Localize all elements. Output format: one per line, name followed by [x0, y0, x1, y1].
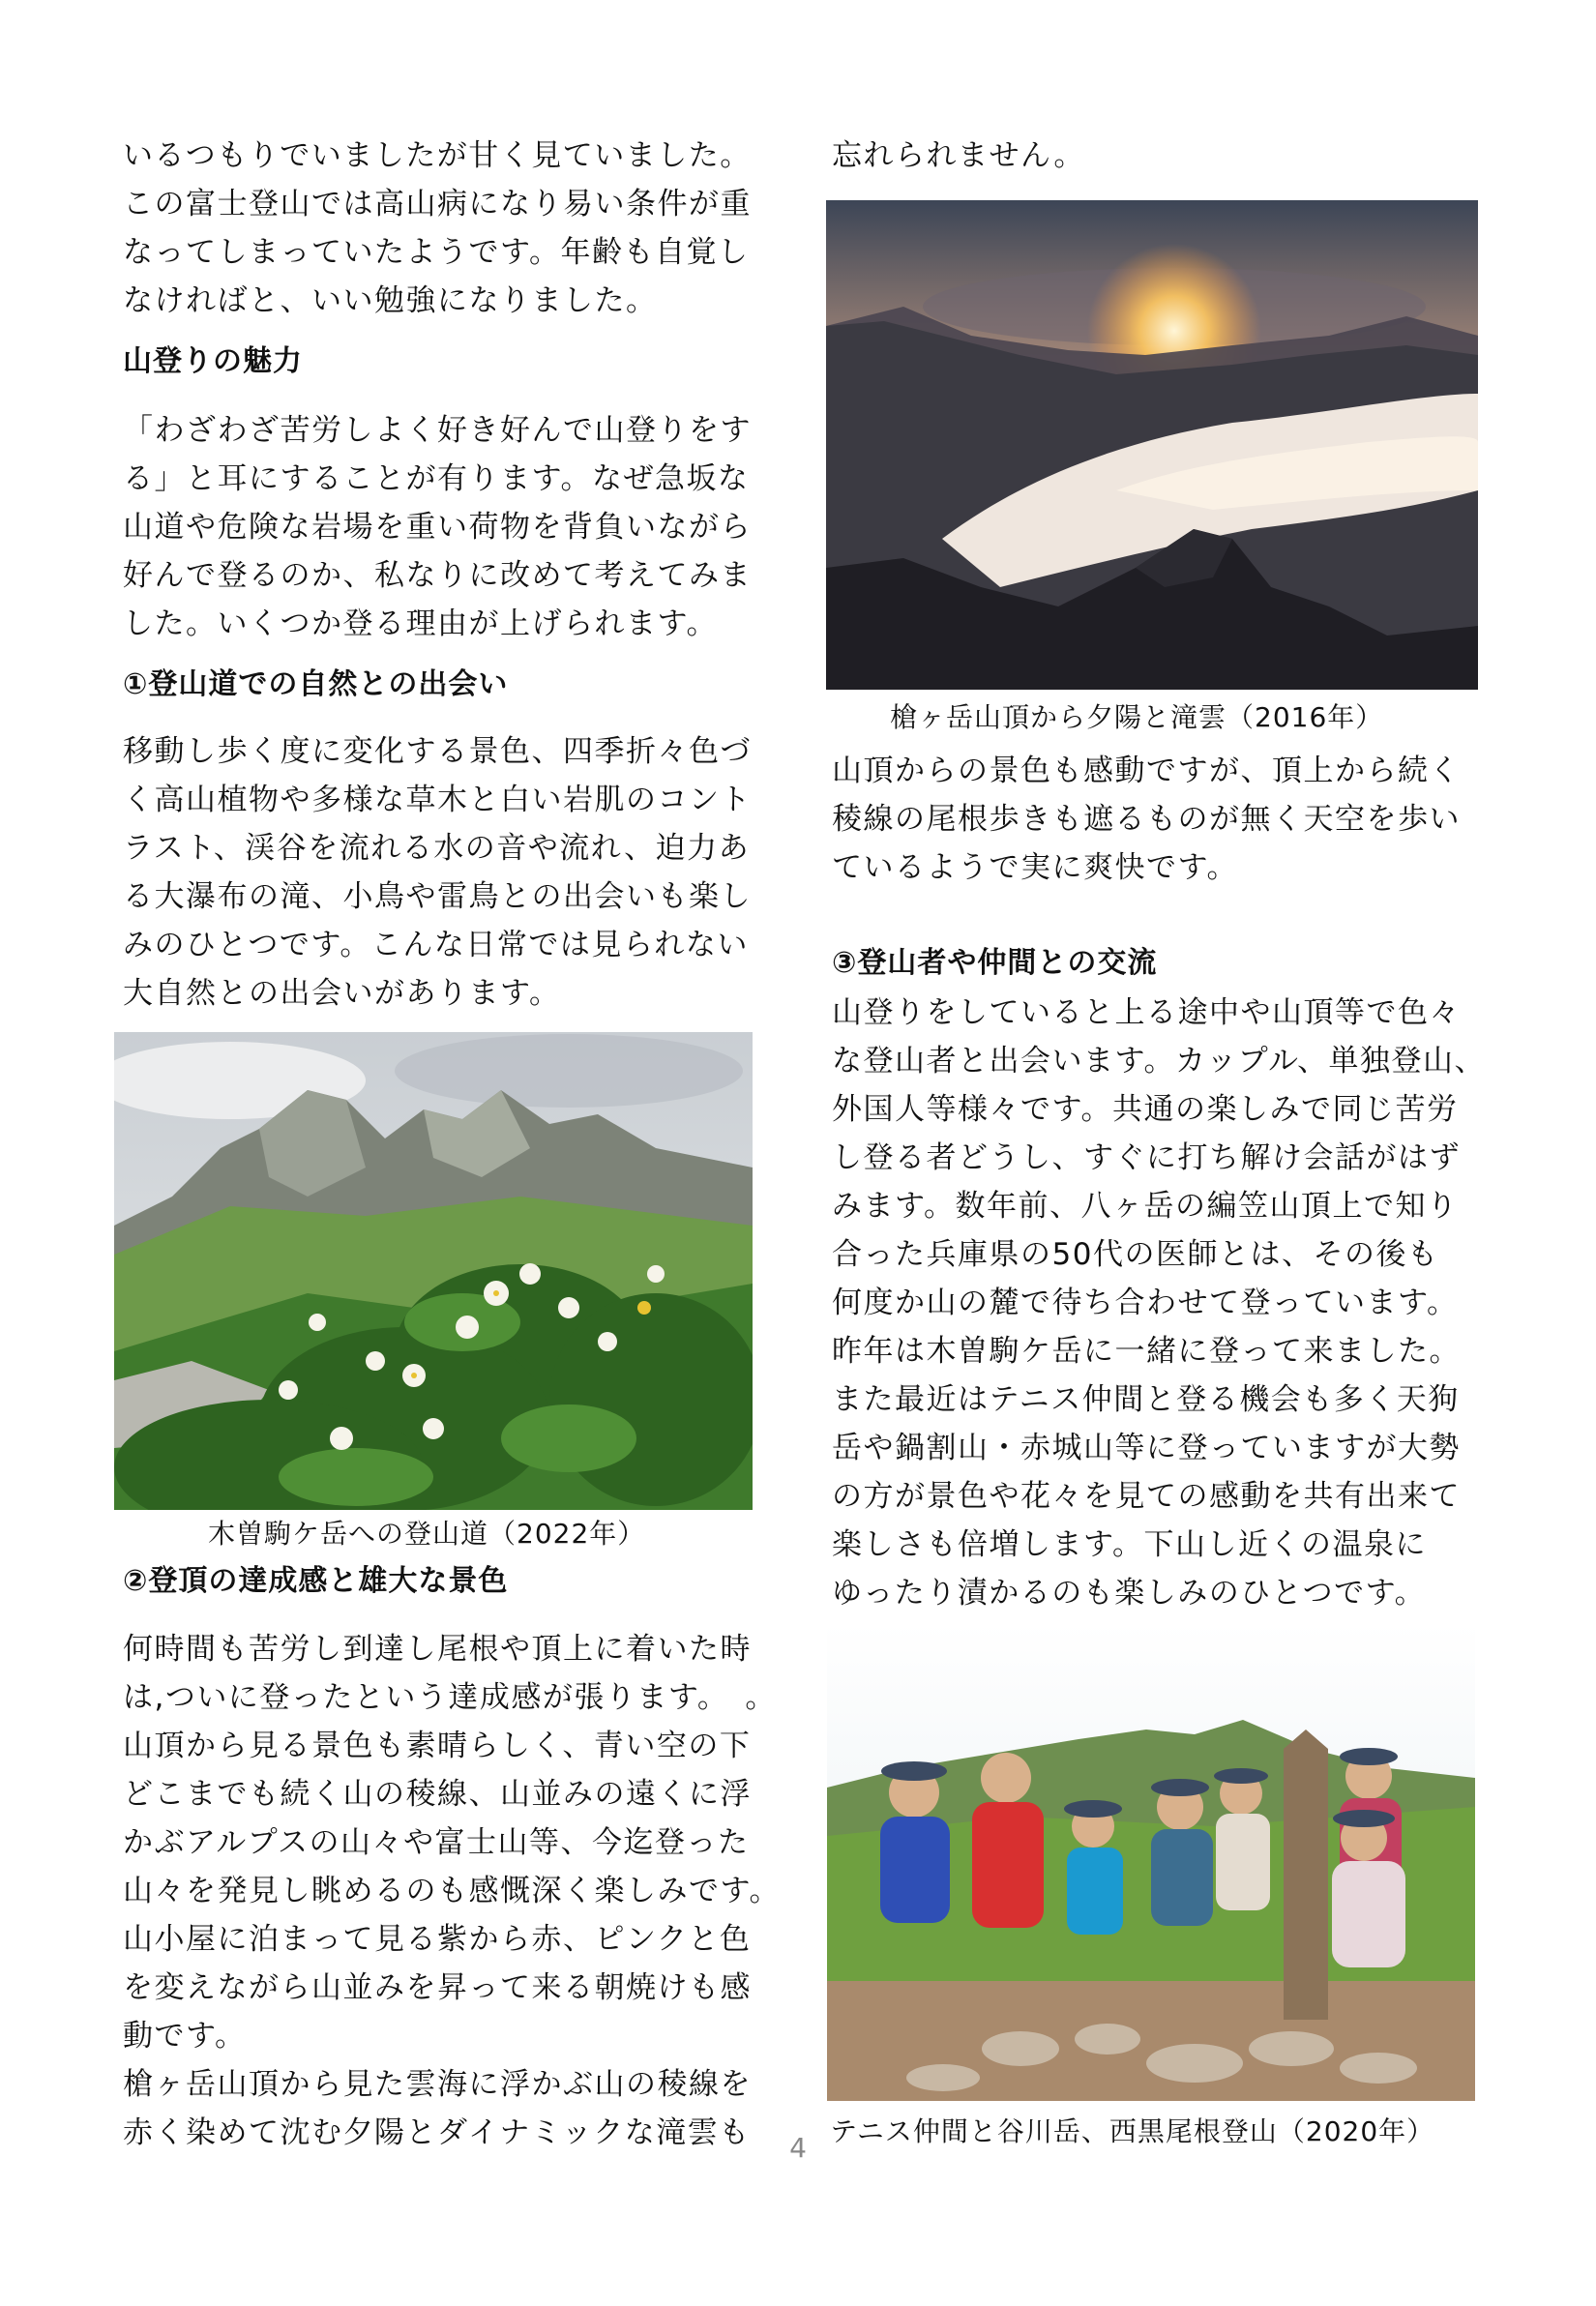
text-line: なければと、いい勉強になりました。: [123, 283, 658, 318]
heading-section-2: ②登頂の達成感と雄大な景色: [123, 1564, 509, 1598]
text-line: みます。数年前、八ヶ岳の編笠山頂上で知り: [832, 1189, 1459, 1224]
heading-section-3: ③登山者や仲間との交流: [832, 946, 1158, 980]
text-line: 山道や危険な岩場を重い荷物を背負いながら: [123, 510, 752, 545]
text-line: 好んで登るのか、私なりに改めて考えてみま: [123, 558, 752, 593]
text-line: 山頂から見る景色も素晴らしく、青い空の下: [123, 1729, 752, 1763]
photo-kisokoma-trail: [114, 1032, 753, 1510]
text-line: 何時間も苦労し到達し尾根や頂上に着いた時: [123, 1632, 752, 1667]
photo-tanigawa-group: [827, 1623, 1475, 2101]
text-line: 槍ヶ岳山頂から見た雲海に浮かぶ山の稜線を: [123, 2067, 752, 2102]
continued-line: 忘れられません。: [832, 138, 1085, 173]
text-line: 山登りをしていると上る途中や山頂等で色々: [832, 995, 1461, 1030]
text-line: 昨年は木曽駒ケ岳に一緒に登って来ました。: [832, 1334, 1461, 1369]
text-line: 稜線の尾根歩きも遮るものが無く天空を歩い: [832, 802, 1461, 837]
text-line: この富士登山では高山病になり易い条件が重: [123, 187, 752, 222]
photo1-caption: 木曽駒ケ岳への登山道（2022年）: [208, 1518, 646, 1550]
text-line: 山頂からの景色も感動ですが、頂上から続く: [832, 754, 1461, 788]
text-line: 外国人等様々です。共通の楽しみで同じ苦労: [832, 1092, 1459, 1127]
text-line: く高山植物や多様な草木と白い岩肌のコント: [123, 783, 752, 817]
text-line: 何度か山の麓で待ち合わせて登っています。: [832, 1286, 1459, 1320]
text-line: 動です。: [123, 2019, 247, 2054]
text-line: どこまでも続く山の稜線、山並みの遠くに浮: [123, 1777, 752, 1812]
heading-section-1: ①登山道での自然との出会い: [123, 667, 509, 701]
heading-miryoku: 山登りの魅力: [123, 344, 303, 378]
text-line: 山々を発見し眺めるのも感慨深く楽しみです。: [123, 1874, 782, 1908]
text-line: かぶアルプスの山々や富士山等、今迄登った: [123, 1825, 750, 1860]
text-line: 大自然との出会いがあります。: [123, 976, 561, 1011]
text-line: の方が景色や花々を見ての感動を共有出来て: [832, 1479, 1461, 1514]
text-line: ラスト、渓谷を流れる水の音や流れ、迫力あ: [123, 831, 751, 866]
text-line: 岳や鍋割山・赤城山等に登っていますが大勢: [832, 1431, 1461, 1465]
text-line: いるつもりでいましたが甘く見ていました。: [123, 138, 752, 173]
text-line: を変えながら山並みを昇って来る朝焼けも感: [123, 1970, 752, 2005]
text-line: る」と耳にすることが有ります。なぜ急坂な: [123, 461, 750, 496]
text-line: 「わざわざ苦労しよく好き好んで山登りをす: [123, 413, 752, 448]
text-line: 山小屋に泊まって見る紫から赤、ピンクと色: [123, 1922, 752, 1957]
text-line: 赤く染めて沈む夕陽とダイナミックな滝雲も: [123, 2115, 751, 2150]
text-line: ているようで実に爽快です。: [832, 850, 1239, 885]
text-line: みのひとつです。こんな日常では見られない: [123, 928, 749, 962]
page-number: 4: [789, 2132, 807, 2164]
photo-yarigatake-sunset: [826, 200, 1478, 690]
text-line: し登る者どうし、すぐに打ち解け会話がはず: [832, 1140, 1461, 1175]
text-line: な登山者と出会います。カップル、単独登山、: [832, 1044, 1486, 1079]
text-line: 楽しさも倍増します。下山し近くの温泉に: [832, 1527, 1428, 1562]
text-line: また最近はテニス仲間と登る機会も多く天狗: [832, 1382, 1460, 1417]
text-line: なってしまっていたようです。年齢も自覚し: [123, 235, 750, 270]
text-line: 移動し歩く度に変化する景色、四季折々色づ: [123, 734, 752, 769]
text-line: は,ついに登ったという達成感が張ります。 。: [123, 1680, 777, 1715]
photo3-caption: テニス仲間と谷川岳、西黒尾根登山（2020年）: [830, 2115, 1435, 2147]
text-line: ゆったり漬かるのも楽しみのひとつです。: [832, 1576, 1427, 1611]
text-line: る大瀑布の滝、小鳥や雷鳥との出会いも楽し: [123, 879, 752, 914]
text-line: 合った兵庫県の50代の医師とは、その後も: [832, 1237, 1439, 1272]
text-line: した。いくつか登る理由が上げられます。: [123, 606, 719, 641]
photo2-caption: 槍ヶ岳山頂から夕陽と滝雲（2016年）: [890, 701, 1384, 733]
